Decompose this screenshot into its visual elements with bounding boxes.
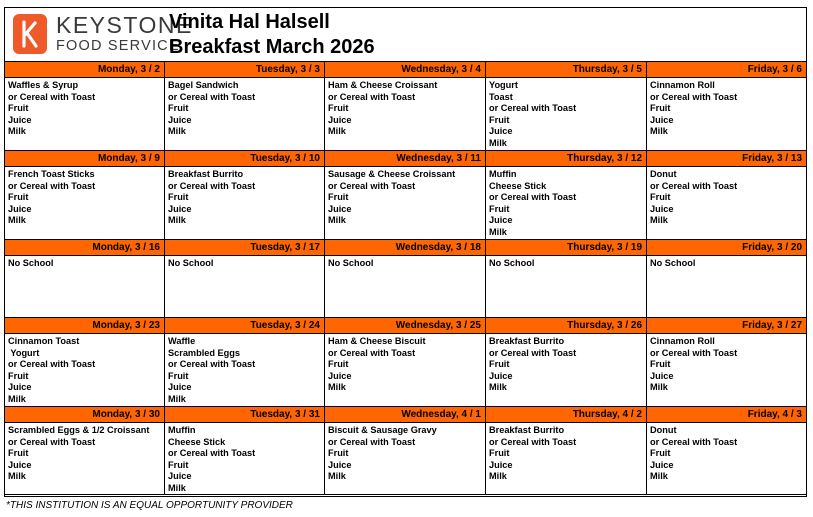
menu-item: Toast [489, 91, 513, 102]
day-cell-monday [5, 151, 165, 240]
menu-item: No School [489, 258, 535, 268]
menu-item: Breakfast Burrito [168, 169, 244, 179]
day-cell-friday [647, 62, 806, 151]
menu-item: Milk [168, 126, 186, 136]
day-header: Wednesday, 3 / 4 [325, 62, 485, 78]
menu-item: Fruit [489, 203, 510, 214]
menu-item: Juice [650, 114, 674, 125]
menu-item: Juice [8, 382, 32, 392]
day-header: Monday, 3 / 9 [5, 151, 164, 167]
day-cell-friday [647, 407, 806, 495]
menu-item-list [165, 256, 324, 270]
menu-item: No School [328, 258, 374, 268]
day-header: Wednesday, 4 / 1 [325, 407, 485, 423]
menu-item: or Cereal with Toast [168, 180, 256, 191]
school-name: Vinita Hal Halsell [169, 11, 330, 33]
menu-title: Breakfast March 2026 [169, 36, 375, 58]
menu-item: Biscuit & Sausage Gravy [328, 425, 437, 435]
day-cell-friday [647, 240, 806, 318]
menu-item: Milk [489, 471, 507, 481]
day-cell-tuesday [165, 62, 325, 151]
menu-item: Fruit [489, 114, 510, 125]
menu-item: Milk [650, 471, 668, 481]
menu-item: Fruit [328, 448, 349, 458]
day-header: Thursday, 3 / 19 [486, 240, 646, 256]
menu-item: Juice [650, 459, 674, 470]
menu-item: Juice [650, 370, 674, 381]
menu-item: or Cereal with Toast [650, 347, 738, 358]
menu-item: or Cereal with Toast [168, 91, 256, 102]
menu-item-list [5, 167, 164, 227]
menu-item: or Cereal with Toast [650, 91, 738, 102]
brand-name-line1: KEYSTONE [56, 12, 193, 38]
week-row [5, 407, 806, 495]
day-header: Friday, 3 / 13 [647, 151, 806, 167]
menu-item: Cheese Stick [168, 436, 226, 447]
keystone-logo-icon [13, 14, 47, 54]
day-header: Friday, 4 / 3 [647, 407, 806, 423]
day-cell-tuesday [165, 318, 325, 407]
menu-item-list [325, 256, 485, 270]
menu-item: Milk [489, 137, 507, 148]
menu-item: Juice [489, 215, 513, 225]
day-header: Monday, 3 / 2 [5, 62, 164, 78]
day-header: Friday, 3 / 6 [647, 62, 806, 78]
menu-item: Fruit [328, 359, 349, 369]
menu-item: Juice [489, 370, 513, 381]
day-cell-thursday [486, 151, 647, 240]
menu-item: Milk [328, 471, 346, 481]
menu-item: Juice [650, 203, 674, 214]
menu-header [5, 8, 806, 62]
menu-item: Juice [328, 459, 352, 470]
menu-item: Juice [328, 370, 352, 381]
menu-item: Juice [168, 114, 192, 125]
week-row [5, 62, 806, 151]
menu-item: Fruit [8, 192, 29, 202]
day-cell-wednesday [325, 151, 486, 240]
menu-item: or Cereal with Toast [489, 347, 577, 358]
day-cell-monday [5, 240, 165, 318]
menu-item: or Cereal with Toast [650, 180, 738, 191]
menu-item-list [325, 167, 485, 227]
menu-item: Ham & Cheese Croissant [328, 80, 438, 90]
menu-item-list [165, 423, 324, 494]
menu-item: Milk [328, 126, 346, 136]
menu-item: French Toast Sticks [8, 169, 95, 179]
menu-item: Milk [8, 393, 26, 404]
menu-item: Milk [8, 471, 26, 481]
menu-item: Scrambled Eggs [168, 347, 240, 358]
menu-item: or Cereal with Toast [8, 436, 96, 447]
day-header: Monday, 3 / 30 [5, 407, 164, 423]
menu-item: or Cereal with Toast [168, 359, 256, 369]
day-header: Wednesday, 3 / 18 [325, 240, 485, 256]
day-cell-thursday [486, 318, 647, 407]
day-cell-monday [5, 62, 165, 151]
day-header: Thursday, 3 / 26 [486, 318, 646, 334]
day-header: Thursday, 4 / 2 [486, 407, 646, 423]
menu-item: Juice [8, 459, 32, 470]
menu-item: Juice [168, 471, 192, 481]
menu-calendar [4, 7, 807, 497]
menu-item: Muffin [489, 169, 517, 179]
menu-item: Donut [650, 169, 677, 179]
menu-item: Fruit [168, 459, 189, 470]
menu-item: Milk [168, 482, 186, 493]
menu-item: Juice [8, 114, 32, 125]
menu-item: Fruit [8, 448, 29, 458]
day-cell-wednesday [325, 240, 486, 318]
day-cell-friday [647, 151, 806, 240]
menu-item-list [165, 78, 324, 138]
menu-item: Fruit [650, 359, 671, 369]
menu-item-list [325, 334, 485, 394]
day-header: Thursday, 3 / 12 [486, 151, 646, 167]
calendar-grid [5, 62, 806, 495]
day-header: Friday, 3 / 27 [647, 318, 806, 334]
menu-item: or Cereal with Toast [8, 180, 96, 191]
menu-item: Juice [8, 203, 32, 214]
menu-item: No School [8, 258, 54, 268]
week-row [5, 318, 806, 407]
menu-item: or Cereal with Toast [650, 436, 738, 447]
day-cell-friday [647, 318, 806, 407]
day-header: Tuesday, 3 / 17 [165, 240, 324, 256]
menu-item: Milk [650, 382, 668, 392]
menu-item-list [647, 78, 806, 138]
menu-item: Milk [328, 382, 346, 392]
menu-item: or Cereal with Toast [489, 192, 577, 202]
menu-item: Ham & Cheese Biscuit [328, 336, 426, 346]
menu-item: Juice [328, 203, 352, 214]
menu-item: Waffles & Syrup [8, 80, 79, 90]
menu-item-list [325, 78, 485, 138]
menu-item: Fruit [328, 192, 349, 202]
day-header: Friday, 3 / 20 [647, 240, 806, 256]
menu-item: Waffle [168, 336, 196, 346]
day-header: Monday, 3 / 16 [5, 240, 164, 256]
menu-item-list [486, 256, 646, 270]
menu-item: Donut [650, 425, 677, 435]
menu-item: Milk [8, 215, 26, 225]
week-row [5, 151, 806, 240]
day-cell-thursday [486, 240, 647, 318]
menu-item: Fruit [650, 103, 671, 113]
menu-item: Milk [168, 215, 186, 225]
menu-item-list [165, 167, 324, 227]
menu-item: Muffin [168, 425, 196, 435]
brand-name-line2: FOOD SERVICE [56, 38, 180, 54]
menu-item: Cinnamon Roll [650, 80, 715, 90]
day-header: Wednesday, 3 / 11 [325, 151, 485, 167]
menu-item: or Cereal with Toast [8, 359, 96, 369]
menu-item: Cheese Stick [489, 180, 547, 191]
menu-item: Cinnamon Toast [8, 336, 80, 346]
menu-item: Fruit [650, 448, 671, 458]
menu-item: Milk [650, 126, 668, 136]
day-header: Tuesday, 3 / 10 [165, 151, 324, 167]
day-header: Tuesday, 3 / 24 [165, 318, 324, 334]
equal-opportunity-notice: *THIS INSTITUTION IS AN EQUAL OPPORTUNITY PROVIDER [6, 500, 293, 511]
menu-item-list [5, 78, 164, 138]
menu-item: Cinnamon Roll [650, 336, 715, 346]
menu-item: Yogurt [489, 80, 518, 90]
menu-item-list [325, 423, 485, 483]
menu-item: Milk [8, 126, 26, 136]
day-cell-thursday [486, 407, 647, 495]
menu-item: Juice [168, 382, 192, 392]
menu-item: or Cereal with Toast [168, 448, 256, 458]
day-cell-monday [5, 407, 165, 495]
menu-item-list [647, 167, 806, 227]
menu-item: Fruit [8, 103, 29, 113]
menu-item-list [486, 78, 646, 149]
day-header: Tuesday, 3 / 31 [165, 407, 324, 423]
day-cell-wednesday [325, 318, 486, 407]
day-cell-tuesday [165, 240, 325, 318]
menu-item-list [5, 256, 164, 270]
menu-item: Milk [489, 382, 507, 392]
menu-item: or Cereal with Toast [328, 347, 416, 358]
menu-item: Fruit [489, 359, 510, 369]
day-cell-thursday [486, 62, 647, 151]
day-cell-monday [5, 318, 165, 407]
menu-item: Milk [489, 226, 507, 237]
menu-item: Juice [489, 459, 513, 470]
day-cell-wednesday [325, 62, 486, 151]
week-row [5, 240, 806, 318]
menu-item-list [647, 256, 806, 270]
menu-item: or Cereal with Toast [489, 436, 577, 447]
menu-item-list [647, 423, 806, 483]
menu-item: No School [650, 258, 696, 268]
menu-item: Yogurt [8, 347, 40, 358]
menu-item: Milk [328, 215, 346, 225]
menu-item-list [647, 334, 806, 394]
menu-item: Fruit [650, 192, 671, 202]
menu-item: Fruit [489, 448, 510, 458]
day-header: Wednesday, 3 / 25 [325, 318, 485, 334]
day-cell-wednesday [325, 407, 486, 495]
menu-item-list [5, 423, 164, 483]
menu-item: Fruit [168, 192, 189, 202]
menu-item: Bagel Sandwich [168, 80, 239, 90]
menu-item: Sausage & Cheese Croissant [328, 169, 456, 179]
menu-item-list [486, 423, 646, 483]
menu-item: Juice [489, 126, 513, 136]
menu-item: Milk [168, 393, 186, 404]
day-header: Thursday, 3 / 5 [486, 62, 646, 78]
day-header: Monday, 3 / 23 [5, 318, 164, 334]
menu-item: Milk [650, 215, 668, 225]
menu-item: No School [168, 258, 214, 268]
menu-item: Fruit [8, 370, 29, 381]
menu-item: Fruit [168, 370, 189, 381]
menu-item: Juice [168, 203, 192, 214]
menu-item: Fruit [168, 103, 189, 113]
day-cell-tuesday [165, 407, 325, 495]
menu-item: or Cereal with Toast [328, 180, 416, 191]
menu-item-list [165, 334, 324, 405]
menu-item: Fruit [328, 103, 349, 113]
menu-item: or Cereal with Toast [8, 91, 96, 102]
day-cell-tuesday [165, 151, 325, 240]
menu-item-list [486, 167, 646, 238]
menu-item: or Cereal with Toast [328, 436, 416, 447]
menu-item-list [5, 334, 164, 405]
menu-item: Scrambled Eggs & 1/2 Croissant [8, 425, 150, 435]
menu-item: or Cereal with Toast [489, 103, 577, 113]
menu-item: Breakfast Burrito [489, 336, 565, 346]
menu-item: Juice [328, 114, 352, 125]
menu-item: Breakfast Burrito [489, 425, 565, 435]
menu-item-list [486, 334, 646, 394]
menu-item: or Cereal with Toast [328, 91, 416, 102]
day-header: Tuesday, 3 / 3 [165, 62, 324, 78]
